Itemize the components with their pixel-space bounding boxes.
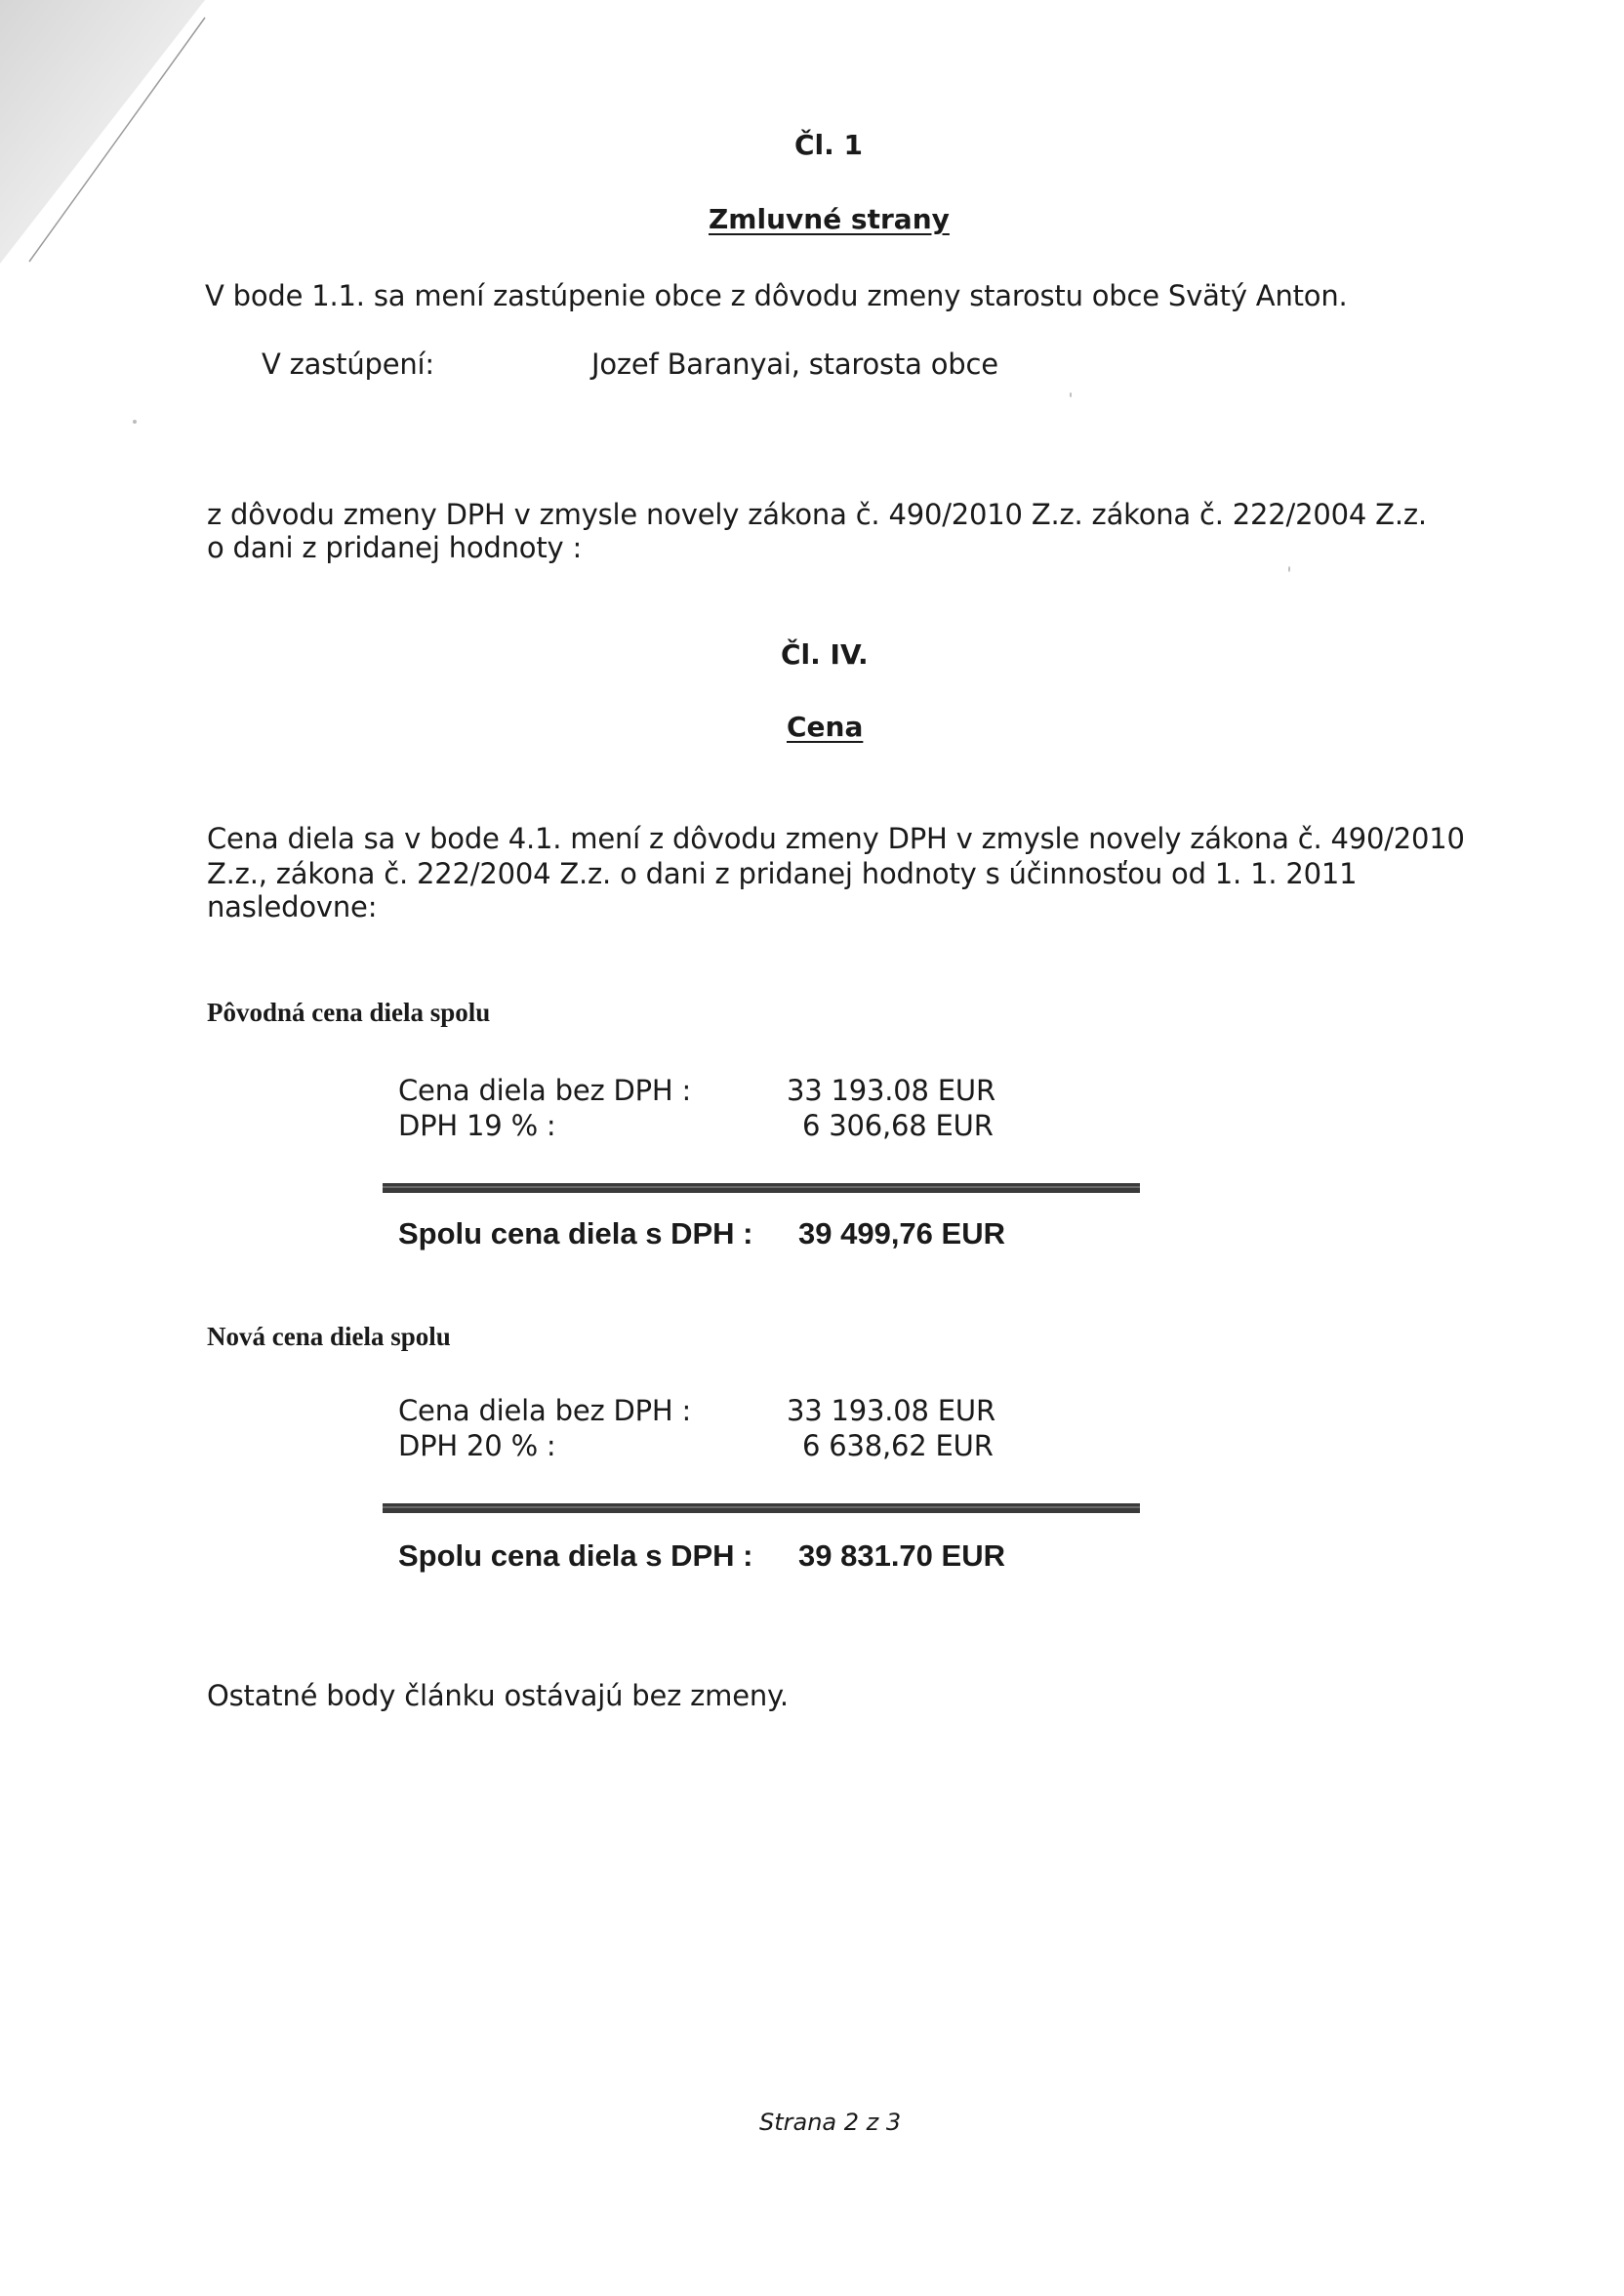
article4-title: Cena [787,711,864,743]
closing-statement: Ostatné body článku ostávajú bez zmeny. [207,1679,789,1712]
dph-reason-line2: o dani z pridanej hodnoty : [207,531,583,564]
new-total-rule [383,1503,1140,1513]
original-base-label: Cena diela bez DPH : [398,1074,692,1107]
new-total-value: 39 831.70 EUR [798,1538,1005,1573]
original-vat-label: DPH 19 % : [398,1109,556,1142]
new-base-value: 33 193.08 EUR [787,1394,995,1427]
original-base-value: 33 193.08 EUR [787,1074,995,1107]
original-total-label: Spolu cena diela s DPH : [398,1216,753,1250]
new-total-label: Spolu cena diela s DPH : [398,1538,753,1573]
original-price-heading: Pôvodná cena diela spolu [207,998,491,1027]
folded-corner-shadow [0,0,215,273]
new-vat-label: DPH 20 % : [398,1429,556,1462]
new-vat-value: 6 638,62 EUR [802,1429,994,1462]
article4-number: Čl. IV. [781,638,869,671]
page-number-footer: Strana 2 z 3 [759,2109,902,2136]
new-base-label: Cena diela bez DPH : [398,1394,692,1427]
original-vat-value: 6 306,68 EUR [802,1109,994,1142]
article1-intro: V bode 1.1. sa mení zastúpenie obce z dôvodu zmeny starostu obce Svätý Anton. [205,279,1348,312]
new-price-heading: Nová cena diela spolu [207,1322,451,1351]
article1-title: Zmluvné strany [709,203,950,235]
article4-para-line3: nasledovne: [207,890,378,923]
scan-speck [133,420,137,424]
original-total-value: 39 499,76 EUR [798,1216,1005,1250]
representation-value: Jozef Baranyai, starosta obce [591,348,998,381]
original-total-rule [383,1183,1140,1193]
scan-speck [1070,392,1072,397]
article1-number: Čl. 1 [794,129,864,161]
article4-para-line1: Cena diela sa v bode 4.1. mení z dôvodu zmeny DPH v zmysle novely zákona č. 490/2010 [207,822,1465,855]
scan-speck [1288,566,1290,572]
representation-label: V zastúpení: [262,348,434,381]
dph-reason-line1: z dôvodu zmeny DPH v zmysle novely zákona č. 490/2010 Z.z. zákona č. 222/2004 Z.z. [207,498,1427,531]
article4-para-line2: Z.z., zákona č. 222/2004 Z.z. o dani z pridanej hodnoty s účinnosťou od 1. 1. 2011 [207,857,1358,890]
